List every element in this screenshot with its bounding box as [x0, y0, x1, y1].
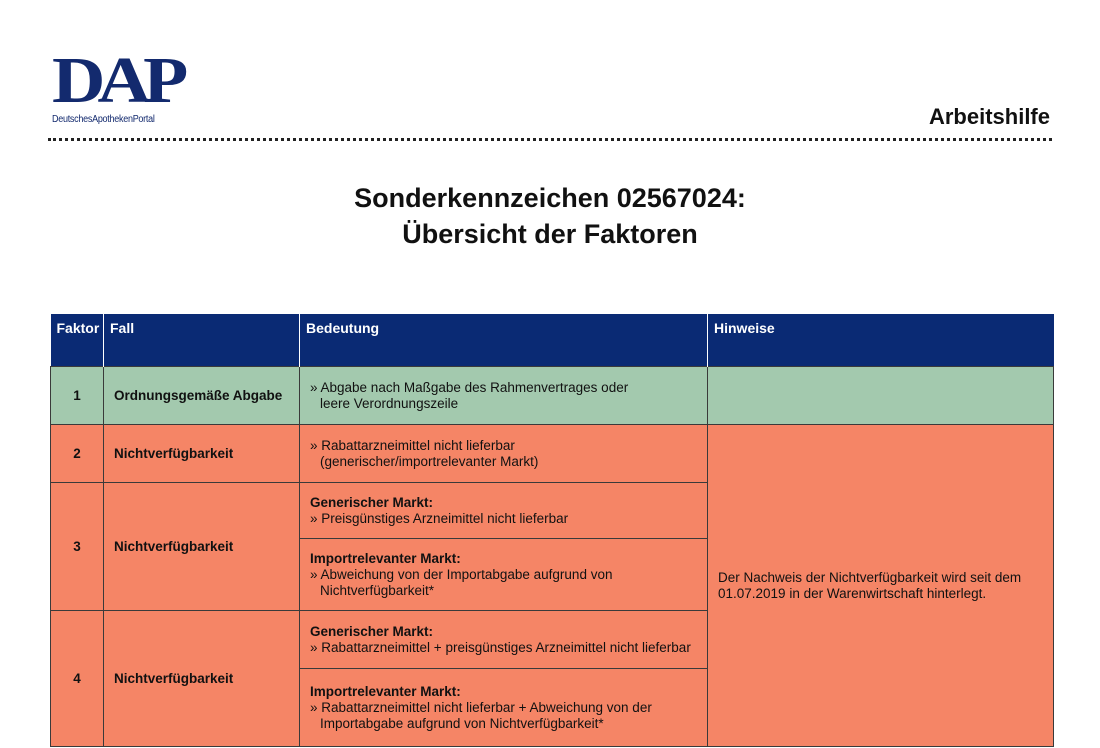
faktor-cell: 3 [51, 483, 104, 611]
bedeutung-subhead: Generischer Markt: [310, 494, 434, 510]
header-bedeutung: Bedeutung [300, 314, 708, 367]
header-fall: Fall [104, 314, 300, 367]
logo-subtitle: DeutschesApothekenPortal [52, 114, 155, 125]
bedeutung-line: » Abweichung von der Importabgabe aufgrund von [310, 566, 613, 582]
fall-cell: Ordnungsgemäße Abgabe [104, 367, 300, 425]
hinweis-line: 01.07.2019 in der Warenwirtschaft hinterlegt. [718, 585, 987, 601]
bedeutung-line: leere Verordnungszeile [320, 395, 459, 411]
fall-cell: Nichtverfügbarkeit [104, 483, 300, 611]
bedeutung-cell [300, 425, 708, 483]
bedeutung-cell [300, 611, 708, 669]
bedeutung-line: » Preisgünstiges Arzneimittel nicht lieferbar [310, 510, 569, 526]
bedeutung-line: (generischer/importrelevanter Markt) [320, 453, 539, 469]
bedeutung-line: Nichtverfügbarkeit* [320, 582, 435, 598]
hinweis-cell-empty [708, 367, 1054, 425]
bedeutung-cell [300, 539, 708, 611]
faktor-cell: 2 [51, 425, 104, 483]
title-line-1: Sonderkennzeichen 02567024: [354, 183, 746, 213]
bedeutung-line: » Abgabe nach Maßgabe des Rahmenvertrages oder [310, 379, 629, 395]
header-faktor: Faktor [51, 314, 104, 367]
dotted-divider [48, 138, 1052, 141]
hinweis-cell [708, 425, 1054, 747]
factors-table [50, 314, 1054, 747]
bedeutung-line: » Rabattarzneimittel nicht lieferbar + Abweichung von der [310, 699, 652, 715]
dap-logo [52, 44, 181, 125]
bedeutung-line: » Rabattarzneimittel nicht lieferbar [310, 437, 515, 453]
bedeutung-subhead: Importrelevanter Markt: [310, 550, 461, 566]
table-row [51, 367, 1054, 425]
header-hinweise: Hinweise [708, 314, 1054, 367]
faktor-cell: 1 [51, 367, 104, 425]
logo-mark: DAP [52, 44, 181, 117]
bedeutung-subhead: Generischer Markt: [310, 623, 434, 639]
title-line-2: Übersicht der Faktoren [402, 219, 698, 249]
table-row [51, 425, 1054, 483]
bedeutung-line: Importabgabe aufgrund von Nichtverfügbarkeit* [320, 715, 604, 731]
bedeutung-cell [300, 669, 708, 747]
document-type-label: Arbeitshilfe [928, 104, 1050, 129]
bedeutung-cell [300, 483, 708, 539]
bedeutung-subhead: Importrelevanter Markt: [310, 683, 461, 699]
page-title [0, 180, 1100, 252]
fall-cell: Nichtverfügbarkeit [104, 425, 300, 483]
bedeutung-line: » Rabattarzneimittel + preisgünstiges Arzneimittel nicht lieferbar [310, 639, 691, 655]
fall-cell: Nichtverfügbarkeit [104, 611, 300, 747]
bedeutung-cell [300, 367, 708, 425]
hinweis-line: Der Nachweis der Nichtverfügbarkeit wird seit dem [718, 569, 1022, 585]
table-header-row [51, 314, 1054, 367]
faktor-cell: 4 [51, 611, 104, 747]
